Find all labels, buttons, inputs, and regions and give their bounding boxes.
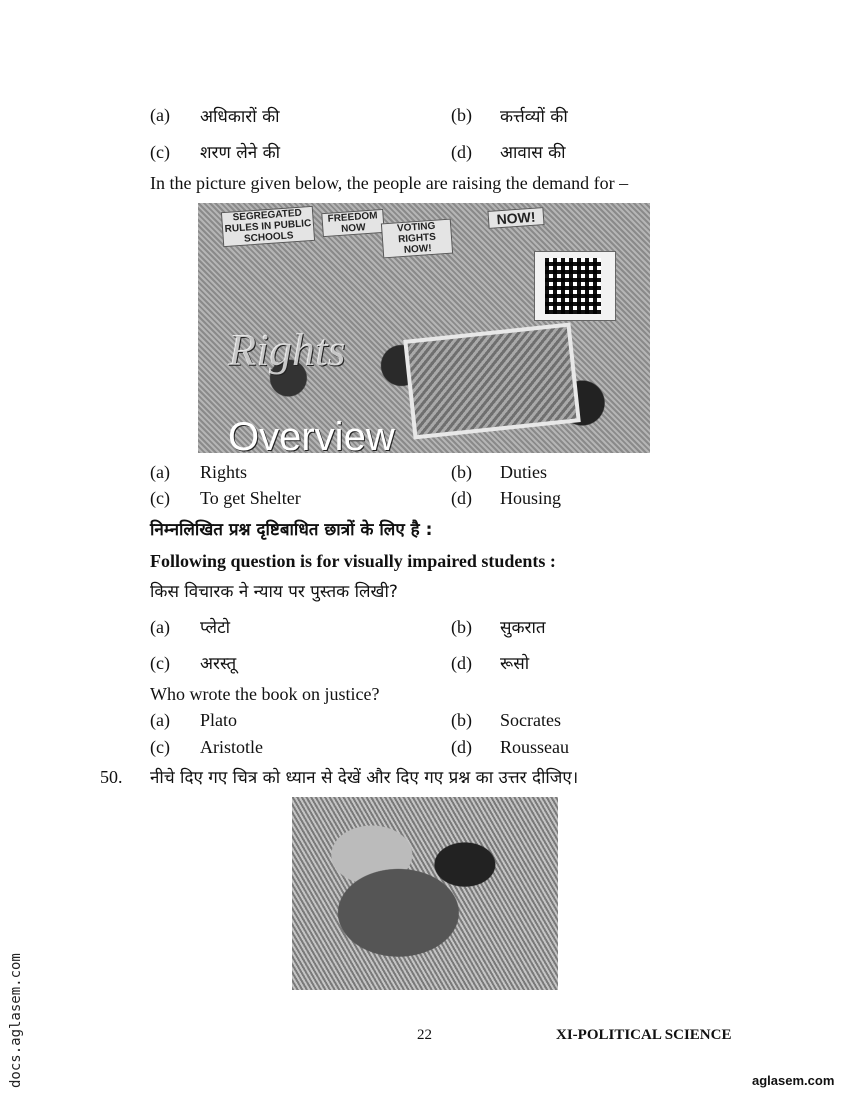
option-letter: (d) [451, 737, 472, 757]
page-number: 22 [417, 1027, 432, 1043]
option-text: अधिकारों की [200, 107, 280, 127]
protest-sign: SEGREGATED RULES IN PUBLIC SCHOOLS [221, 206, 315, 247]
qr-code [534, 251, 616, 321]
option-letter: (c) [150, 653, 170, 673]
inset-photo [403, 322, 581, 439]
question-text: Who wrote the book on justice? [150, 684, 380, 704]
option-letter: (c) [150, 142, 170, 162]
option-letter: (b) [451, 462, 472, 482]
option-letter: (c) [150, 488, 170, 508]
option-text: Rights [200, 462, 248, 482]
option-text: अरस्तू [200, 654, 237, 674]
option-letter: (a) [150, 105, 170, 125]
option-letter: (d) [451, 142, 472, 162]
option-letter: (b) [451, 105, 472, 125]
question-text: किस विचारक ने न्याय पर पुस्तक लिखी? [150, 582, 398, 602]
section-heading-english: Following question is for visually impaired students : [150, 551, 556, 571]
protest-photo [198, 203, 650, 453]
section-heading-hindi: निम्नलिखित प्रश्न दृष्टिबाधित छात्रों के लिए है : [150, 520, 433, 540]
protest-sign: NOW! [487, 207, 544, 229]
option-text: Socrates [500, 710, 561, 730]
option-text: Duties [500, 462, 547, 482]
option-letter: (b) [451, 710, 472, 730]
option-letter: (a) [150, 710, 170, 730]
brand-watermark: aglasem.com [752, 1073, 835, 1088]
option-letter: (c) [150, 737, 170, 757]
option-letter: (d) [451, 488, 472, 508]
question-text: In the picture given below, the people are raising the demand for – [150, 173, 629, 193]
option-letter: (a) [150, 617, 170, 637]
option-text: Rousseau [500, 737, 569, 757]
question-number: 50. [100, 767, 123, 787]
protest-sign: VOTING RIGHTS NOW! [381, 219, 453, 259]
option-letter: (d) [451, 653, 472, 673]
option-letter: (b) [451, 617, 472, 637]
protest-sign: FREEDOM NOW [321, 209, 385, 237]
option-letter: (a) [150, 462, 170, 482]
subject-label: XI-POLITICAL SCIENCE [556, 1027, 732, 1043]
option-text: Aristotle [200, 737, 263, 757]
overlay-title: Rights [228, 324, 346, 375]
overlay-subtitle: Overview [228, 415, 395, 453]
option-text: आवास की [500, 143, 566, 163]
option-text: रूसो [500, 654, 530, 674]
side-url: docs.aglasem.com [8, 953, 24, 1088]
option-text: Housing [500, 488, 562, 508]
option-text: शरण लेने की [200, 143, 281, 163]
question-text: नीचे दिए गए चित्र को ध्यान से देखें और दिए गए प्रश्न का उत्तर दीजिए। [150, 768, 579, 788]
portrait-photo [292, 797, 558, 990]
option-text: प्लेटो [200, 618, 231, 638]
qr-pattern [545, 258, 601, 314]
option-text: Plato [200, 710, 238, 730]
option-text: कर्त्तव्यों की [500, 107, 568, 127]
option-text: To get Shelter [200, 488, 301, 508]
option-text: सुकरात [500, 618, 546, 638]
